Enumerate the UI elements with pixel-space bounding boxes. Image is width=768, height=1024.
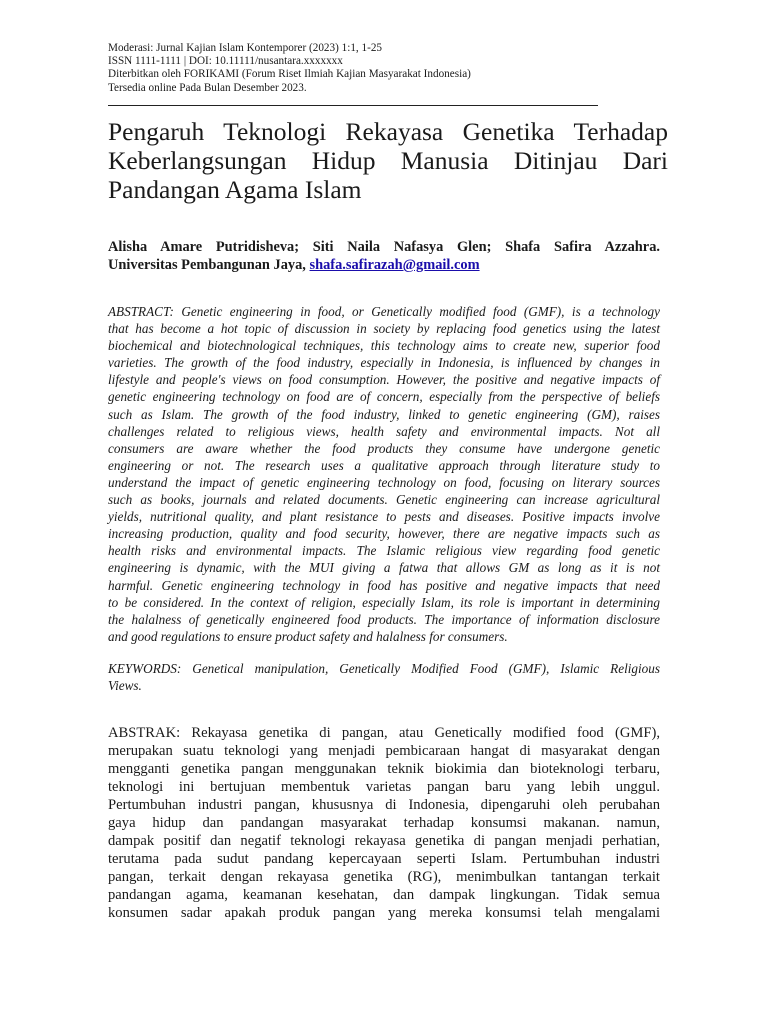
author-email-link[interactable]: shafa.safirazah@gmail.com [309,257,480,273]
abstract-en-line: increasing production, quality and food security, however, there are negative impacts such as [108,526,660,542]
abstract-en-line: understand the impact of genetic engineering technology on food, focusing on literary sources [108,474,660,490]
paper-title [108,117,668,204]
abstract-en-line: that has become a hot topic of discussion in society by replacing food genetics using the latest [108,321,660,337]
abstract-en-line: such as books, journals and related documents. Genetic engineering can increase agricultural [108,492,660,508]
author-names: Alisha Amare Putridisheva; Siti Naila Nafasya Glen; Shafa Safira Azzahra. [108,239,660,255]
abstract-en-line: ABSTRACT: Genetic engineering in food, or Genetically modified food (GMF), is a technology [108,304,660,319]
abstract-en-line: such as Islam. The growth of the food industry, linked to genetic engineering (GM), raises [108,406,660,422]
header-divider [108,105,598,106]
abstract-en-line: harmful. Genetic engineering technology in food has positive and negative impacts that need [108,577,660,593]
abstract-id-line: dampak positif dan negatif teknologi rekayasa genetika di pangan menjadi perhatian, [108,833,660,849]
abstract-en-line: varieties. The growth of the food industry, especially in Indonesia, is influenced by changes in [108,355,660,371]
abstract-indonesian [108,724,660,922]
issn-doi: ISSN 1111-1111 | DOI: 10.11111/nusantara.xxxxxxx [108,55,343,68]
abstract-en-line: yields, nutritional quality, and plant resistance to pests and diseases. Positive impacts involve [108,509,660,525]
author-block [108,238,660,274]
abstract-id-line: ABSTRAK: Rekayasa genetika di pangan, atau Genetically modified food (GMF), [108,725,660,741]
title-line: Keberlangsungan Hidup Manusia Ditinjau Dari [108,146,668,175]
abstract-id-line: pangan, terkait dengan rekayasa genetika (RG), menimbulkan tantangan terkait [108,869,660,885]
abstract-en-line: genetic engineering technology on food are of concern, especially from the perspective of beliefs [108,389,660,405]
abstract-en-line: challenges related to religious views, health safety and environmental impacts. Not all [108,423,660,439]
abstract-en-line: lifestyle and people's views on food consumption. However, the positive and negative impacts of [108,372,660,388]
abstract-id-line: pandangan agama, keamanan kesehatan, dan dampak lingkungan. Tidak semua [108,887,660,903]
title-line: Pengaruh Teknologi Rekayasa Genetika Terhadap [108,117,668,146]
abstract-en-line: consumers are aware whether the food products they consume have undergone genetic [108,440,660,456]
title-line: Pandangan Agama Islam [108,175,362,204]
keywords-english [108,660,660,694]
abstract-id-line: Pertumbuhan industri pangan, khususnya di Indonesia, dipengaruhi oleh perubahan [108,797,660,813]
abstract-en-line: and good regulations to ensure product safety and halalness for consumers. [108,628,508,644]
publisher-line: Diterbitkan oleh FORIKAMI (Forum Riset Ilmiah Kajian Masyarakat Indonesia) [108,68,471,81]
abstract-id-line: merupakan suatu teknologi yang menjadi pembicaraan hangat di masyarakat dengan [108,743,660,759]
abstract-en-line: to be considered. In the context of religion, especially Islam, its role is important in determining [108,594,660,610]
abstract-id-line: teknologi ini bertujuan membentuk varietas pangan baru yang lebih unggul. [108,779,660,795]
abstract-en-line: engineering is dynamic, with the MUI giving a fatwa that allows GM as long as it is not [108,560,660,576]
abstract-id-line: terutama pada sudut pandang kepercayaan seperti Islam. Pertumbuhan industri [108,851,660,867]
keywords-line: KEYWORDS: Genetical manipulation, Genetically Modified Food (GMF), Islamic Religious [108,661,660,676]
abstract-id-line: gaya hidup dan pandangan masyarakat terhadap konsumsi makanan. namun, [108,815,660,831]
abstract-en-line: the halalness of genetically engineered food products. The importance of information disclosure [108,611,660,627]
abstract-id-line: mengganti genetika pangan menggunakan teknik biokimia dan bioteknologi terbaru, [108,761,660,777]
abstract-english [108,303,660,645]
author-affiliation: Universitas Pembangunan Jaya, [108,257,310,273]
abstract-en-line: health risks and environmental impacts. The Islamic religious view regarding food genetic [108,543,660,559]
online-availability: Tersedia online Pada Bulan Desember 2023. [108,81,307,94]
abstract-id-line: konsumen sadar apakah produk pangan yang mereka konsumsi telah mengalami [108,905,660,921]
keywords-line: Views. [108,678,142,694]
abstract-en-line: engineering or not. The research uses a qualitative approach through literature study to [108,457,660,473]
journal-citation: Moderasi: Jurnal Kajian Islam Kontemporer (2023) 1:1, 1-25 [108,42,383,54]
abstract-en-line: biochemical and biotechnological techniques, this technology aims to create new, superior food [108,338,660,354]
journal-header [108,42,628,95]
